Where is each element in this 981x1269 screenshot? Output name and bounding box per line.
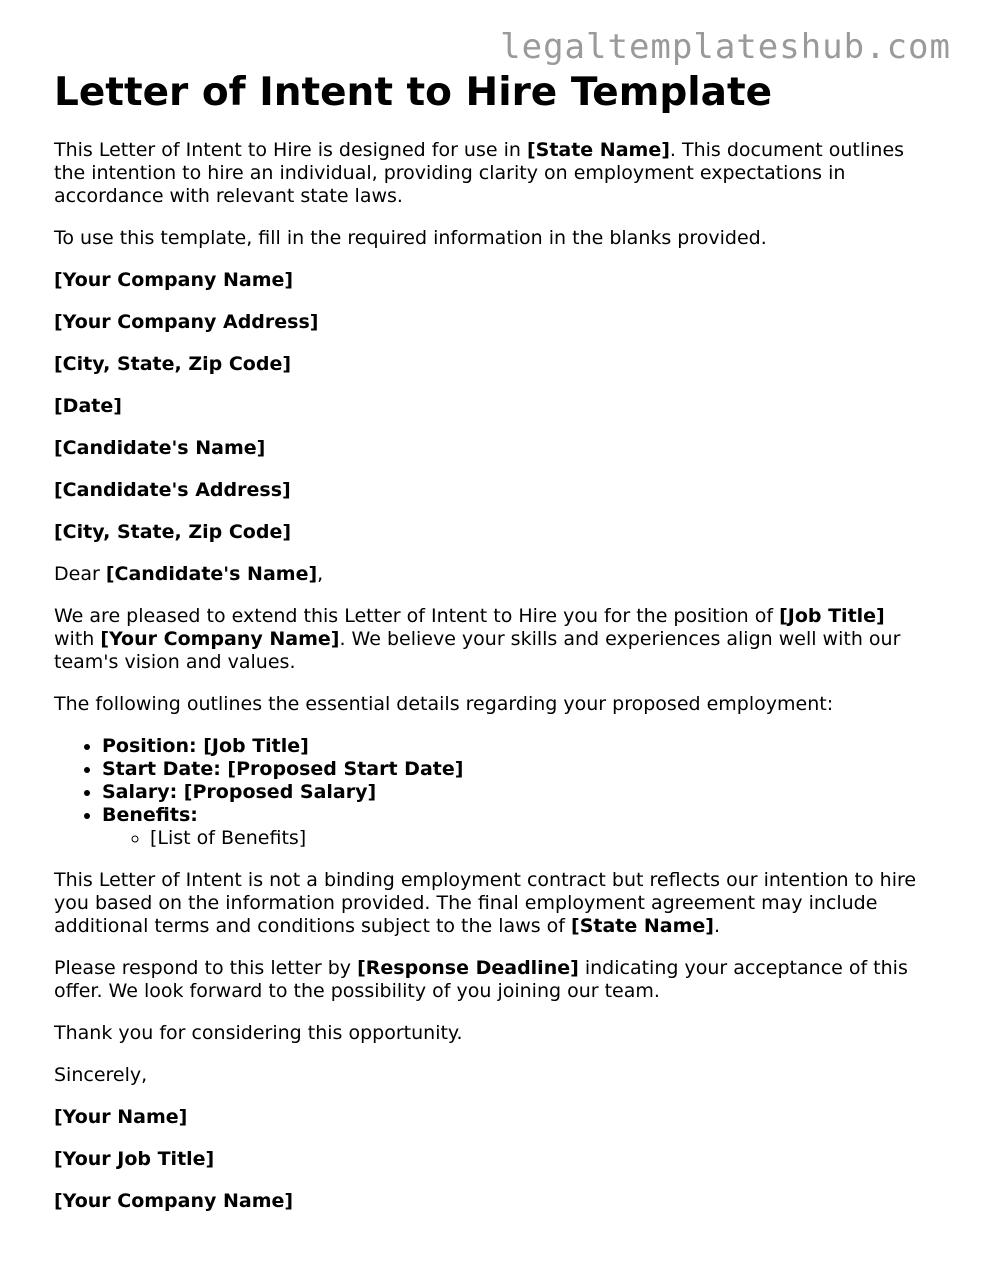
- state-placeholder: [State Name]: [526, 139, 670, 161]
- instructions-paragraph: To use this template, fill in the required information in the blanks provided.: [54, 227, 767, 249]
- document-page: [54, 70, 934, 1232]
- list-item-benefits-list: ◦ [List of Benefits]: [150, 827, 934, 850]
- signature-job-title: [Your Job Title]: [54, 1148, 215, 1170]
- signature-company-name: [Your Company Name]: [54, 1190, 294, 1212]
- offer-paragraph: We are pleased to extend this Letter of Intent to Hire you for the position of [Job Title] with [Your Company Name]. We believe your skills and experiences align well with our team's vision and values.: [54, 605, 901, 673]
- list-item-benefits: • Benefits: ◦ [List of Benefits]: [102, 804, 934, 850]
- page-title: Letter of Intent to Hire Template: [54, 70, 773, 115]
- details-intro-paragraph: The following outlines the essential details regarding your proposed employment:: [54, 693, 834, 715]
- intro-paragraph: This Letter of Intent to Hire is designed for use in [State Name]. This document outlines the intention to hire an individual, providing clarity on employment expectations in accordance with relevant state laws.: [54, 139, 905, 207]
- closing: Sincerely,: [54, 1064, 148, 1086]
- thanks-paragraph: Thank you for considering this opportunity.: [54, 1022, 463, 1044]
- benefits-sublist: [102, 827, 934, 850]
- recipient-city-state-zip: [City, State, Zip Code]: [54, 521, 292, 543]
- signature-name: [Your Name]: [54, 1106, 188, 1128]
- nonbinding-paragraph: This Letter of Intent is not a binding employment contract but reflects our intention to hire you based on the information provided. The final employment agreement may include additional terms and conditions subject to the laws of [State Name].: [54, 869, 917, 937]
- list-item-position: • Position: [Job Title]: [102, 735, 934, 758]
- employment-details-list: [54, 735, 934, 850]
- respond-paragraph: Please respond to this letter by [Response Deadline] indicating your acceptance of this offer. We look forward to the possibility of you joining our team.: [54, 957, 908, 1002]
- watermark-text: legaltemplateshub.com: [500, 27, 951, 67]
- letter-date: [Date]: [54, 395, 122, 417]
- sender-city-state-zip: [City, State, Zip Code]: [54, 353, 292, 375]
- recipient-address: [Candidate's Address]: [54, 479, 291, 501]
- sender-company-name: [Your Company Name]: [54, 269, 294, 291]
- salutation: Dear [Candidate's Name],: [54, 563, 324, 585]
- sender-company-address: [Your Company Address]: [54, 311, 319, 333]
- list-item-start-date: • Start Date: [Proposed Start Date]: [102, 758, 934, 781]
- recipient-name: [Candidate's Name]: [54, 437, 266, 459]
- list-item-salary: • Salary: [Proposed Salary]: [102, 781, 934, 804]
